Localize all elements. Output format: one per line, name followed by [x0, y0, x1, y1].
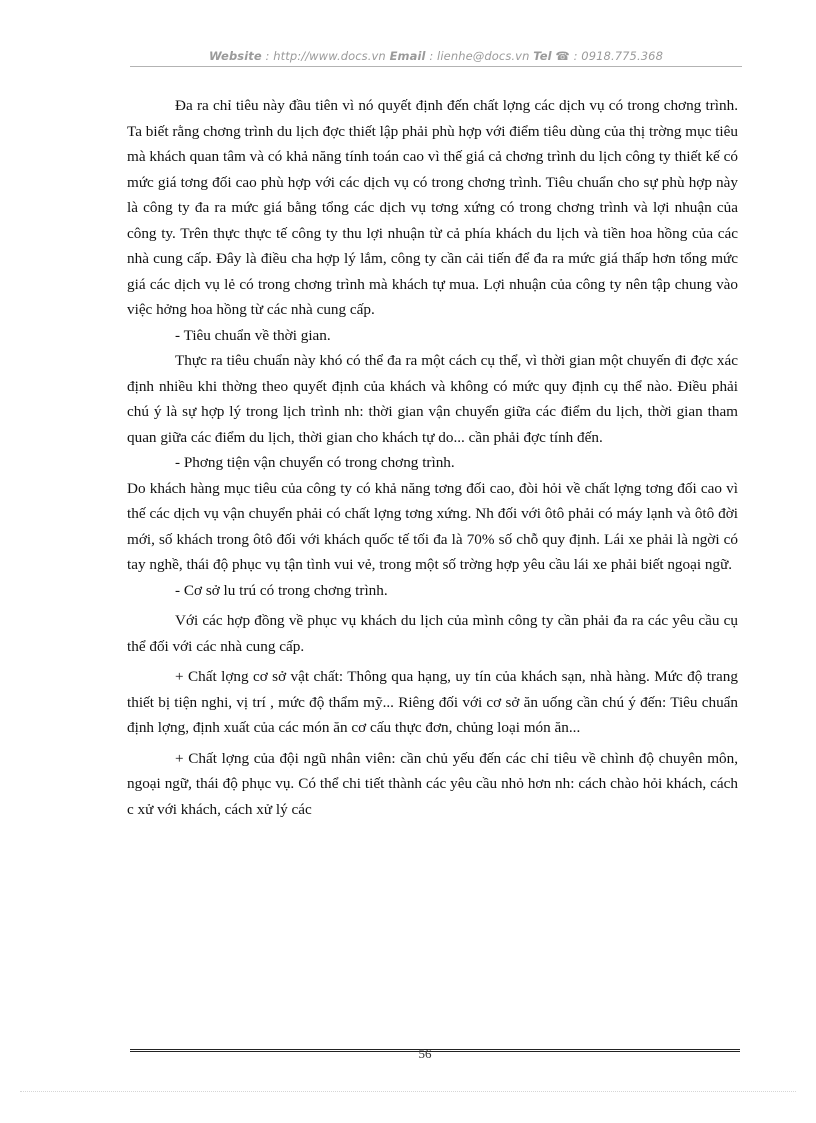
paragraph-staff-quality: + Chất lợng của đội ngũ nhân viên: cần chủ yếu đến các chỉ tiêu về chình độ chuyên môn, ngoại ngữ, thái độ phục vụ. Có thể chi tiết thành các yêu cầu nhỏ hơn nh: cách chào hỏi khách, cách c xử với khách, cách xử lý các [127, 749, 738, 818]
heading-transport: - Phơng tiện vận chuyển có trong chơng trình. [175, 454, 455, 471]
website-url: : http://www.docs.vn [261, 49, 390, 63]
heading-time-criteria: - Tiêu chuẩn về thời gian. [175, 326, 331, 344]
page-header [130, 49, 742, 63]
paragraph-price-criteria: Đa ra chỉ tiêu này đầu tiên vì nó quyết định đến chất lợng các dịch vụ có trong chơng trình. Ta biết rằng chơng trình du lịch đợc thiết lập phải phù hợp với điểm tiêu dùng của thị trờng mục tiêu mà khách quan tâm và có khả năng tính toán cao vì thế giá cả chơng trình du lịch công ty thiết kế có mức giá tơng đối cao phù hợp với các dịch vụ có trong chơng trình. Tiêu chuẩn cho sự phù hợp này là công ty đa ra mức giá bằng tổng các dịch vụ tơng xứng có trong chơng trình và lợi nhuận của công ty. Trên thực thực tế công ty thu lợi nhuận từ cả phía khách du lịch và tiền hoa hồng của các nhà cung cấp. Đây là điều cha hợp lý lắm, công ty cần cải tiến để đa ra mức giá thấp hơn tổng mức giá các dịch vụ lẻ có trong chơng trình mà khách tự mua. Lợi nhuận của công ty nên tập chung vào việc hởng hoa hồng từ các nhà cung cấp. [127, 97, 738, 318]
email-label: Email [389, 49, 426, 63]
tel-label: Tel [533, 49, 552, 63]
page-bottom-dotted-line [20, 1091, 796, 1092]
website-label: Website [209, 49, 262, 63]
paragraph-facility-quality: + Chất lợng cơ sở vật chất: Thông qua hạng, uy tín của khách sạn, nhà hàng. Mức độ trang thiết bị tiện nghi, vị trí , mức độ thẩm mỹ... Riêng đối với cơ sở ăn uống cần chú ý đến: Tiêu chuẩn định lợng, định xuất của các món ăn cơ cấu thực đơn, chủng loại món ăn... [127, 668, 738, 736]
paragraph-accommodation: Với các hợp đồng về phục vụ khách du lịch của mình công ty cần phải đa ra các yêu cầu cụ thể đối với các nhà cung cấp. [127, 612, 738, 655]
document-body [127, 93, 738, 822]
page-number: 56 [418, 1046, 432, 1061]
paragraph-transport: Do khách hàng mục tiêu của công ty có khả năng tơng đối cao, đòi hỏi về chất lợng tơng đối cao vì thế các dịch vụ vận chuyển phải có chất lợng tơng xứng. Nh đối với ôtô phải có máy lạnh và ôtô đời mới, số khách trong ôtô đối với khách quốc tế tối đa là 70% số chỗ quy định. Lái xe phải là ngời có tay nghề, thái độ phục vụ tận tình vui vẻ, trong một số trờng hợp yêu cầu lái xe phải biết ngoại ngữ. [127, 479, 738, 573]
paragraph-time-criteria: Thực ra tiêu chuẩn này khó có thể đa ra một cách cụ thể, vì thời gian một chuyến đi đợc xác định nhiều khi thờng theo quyết định của khách và không có mức quy định cụ thể nào. Điều phải chú ý là sự hợp lý trong lịch trình nh: thời gian vận chuyển giữa các điểm du lịch, thời gian tham quan giữa các điểm du lịch, thời gian cho khách tự do... cần phải đợc tính đến. [127, 352, 738, 446]
header-divider [130, 66, 742, 67]
heading-accommodation: - Cơ sở lu trú có trong chơng trình. [175, 581, 388, 599]
tel-number: ☎ : 0918.775.368 [551, 49, 663, 63]
email-address: : lienhe@docs.vn [425, 49, 534, 63]
